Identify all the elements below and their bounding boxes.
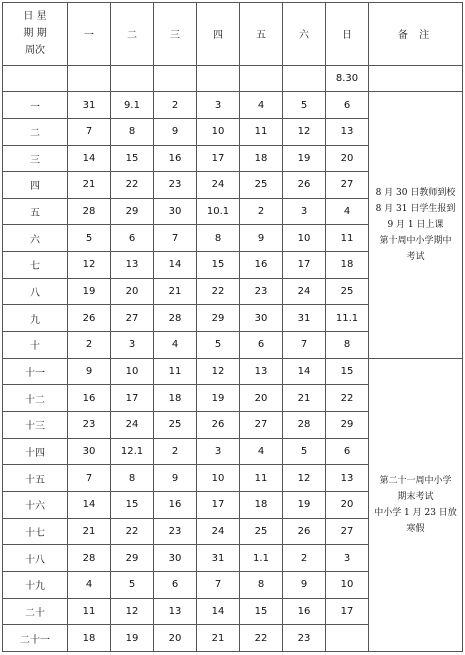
- week-label: 七: [3, 252, 68, 279]
- day-cell: 6: [326, 92, 369, 119]
- day-cell: 17: [326, 598, 369, 625]
- day-cell: [240, 65, 283, 92]
- week-label: 十: [3, 332, 68, 359]
- day-cell: 16: [240, 252, 283, 279]
- day-cell: 23: [283, 625, 326, 652]
- day-cell: [197, 65, 240, 92]
- day-cell: 21: [283, 385, 326, 412]
- day-cell: 24: [283, 278, 326, 305]
- day-cell: 10: [111, 358, 154, 385]
- day-cell: 2: [68, 332, 111, 359]
- day-cell: 20: [326, 492, 369, 519]
- day-cell: 22: [240, 625, 283, 652]
- day-cell: 25: [240, 172, 283, 199]
- day-cell: 30: [240, 305, 283, 332]
- day-cell: 29: [326, 412, 369, 439]
- day-cell: 8: [326, 332, 369, 359]
- day-cell: 11: [154, 358, 197, 385]
- day-cell: 31: [197, 545, 240, 572]
- day-cell: 2: [154, 92, 197, 119]
- corner-header: 日 星 期 期 周次: [3, 3, 68, 66]
- day-cell: 7: [68, 118, 111, 145]
- day-cell: 24: [197, 172, 240, 199]
- day-cell: 13: [111, 252, 154, 279]
- day-cell: 23: [68, 412, 111, 439]
- day-cell: 28: [154, 305, 197, 332]
- day-cell: 21: [197, 625, 240, 652]
- day-cell: 26: [283, 172, 326, 199]
- day-cell: 21: [68, 518, 111, 545]
- note-line: 考试: [406, 251, 425, 262]
- week-label: 十九: [3, 572, 68, 599]
- day-header-mon: 一: [68, 3, 111, 66]
- week-label: 六: [3, 225, 68, 252]
- day-cell: 5: [111, 572, 154, 599]
- day-cell: 10.1: [197, 198, 240, 225]
- day-cell: 15: [197, 252, 240, 279]
- day-cell: 1.1: [240, 545, 283, 572]
- day-cell: 9: [68, 358, 111, 385]
- day-cell: 5: [283, 438, 326, 465]
- note-line: 寒假: [406, 523, 425, 534]
- day-cell: 20: [154, 625, 197, 652]
- week-label: 十四: [3, 438, 68, 465]
- day-cell: 7: [68, 465, 111, 492]
- day-cell: 22: [197, 278, 240, 305]
- week-label: 三: [3, 145, 68, 172]
- day-header-wed: 三: [154, 3, 197, 66]
- note-line: 第二十一周中小学: [379, 475, 452, 486]
- day-cell: 7: [283, 332, 326, 359]
- day-cell: 10: [283, 225, 326, 252]
- day-cell: 26: [197, 412, 240, 439]
- day-cell: 9: [283, 572, 326, 599]
- week-label: 二十一: [3, 625, 68, 652]
- day-cell: 15: [111, 492, 154, 519]
- day-cell: 8: [240, 572, 283, 599]
- day-cell: 2: [283, 545, 326, 572]
- week-label: 四: [3, 172, 68, 199]
- day-header-tue: 二: [111, 3, 154, 66]
- day-cell: 27: [240, 412, 283, 439]
- day-cell: 14: [283, 358, 326, 385]
- day-cell: 12: [68, 252, 111, 279]
- day-cell: 10: [326, 572, 369, 599]
- note-line: 第十周中小学期中: [379, 235, 452, 246]
- day-cell: 12: [283, 465, 326, 492]
- day-cell: 3: [197, 438, 240, 465]
- day-cell: 8: [111, 465, 154, 492]
- day-cell: 10: [197, 465, 240, 492]
- notes-first-term: [369, 92, 463, 359]
- day-cell: 23: [154, 518, 197, 545]
- day-header-fri: 五: [240, 3, 283, 66]
- day-cell: 22: [111, 172, 154, 199]
- day-cell: 19: [197, 385, 240, 412]
- day-cell: [283, 65, 326, 92]
- notes-cell-empty: [369, 65, 463, 92]
- day-cell: 27: [326, 172, 369, 199]
- day-header-sun: 日: [326, 3, 369, 66]
- day-cell: 2: [240, 198, 283, 225]
- day-cell: 26: [283, 518, 326, 545]
- notes-second-half: [369, 358, 463, 651]
- day-cell: 17: [197, 145, 240, 172]
- day-cell: 17: [111, 385, 154, 412]
- day-cell: 15: [111, 145, 154, 172]
- day-cell: 8.30: [326, 65, 369, 92]
- day-cell: 15: [326, 358, 369, 385]
- day-cell: 25: [240, 518, 283, 545]
- day-cell: 6: [154, 572, 197, 599]
- note-line: 9 月 1 日上课: [387, 219, 444, 230]
- day-cell: 4: [154, 332, 197, 359]
- day-cell: 14: [197, 598, 240, 625]
- day-cell: 16: [154, 492, 197, 519]
- day-cell: 5: [197, 332, 240, 359]
- day-cell: 9.1: [111, 92, 154, 119]
- day-cell: 13: [326, 118, 369, 145]
- day-cell: 29: [111, 545, 154, 572]
- day-cell: 11: [326, 225, 369, 252]
- week-label: 十八: [3, 545, 68, 572]
- day-cell: 8: [111, 118, 154, 145]
- day-cell: 28: [68, 545, 111, 572]
- week-label: 十二: [3, 385, 68, 412]
- day-header-sat: 六: [283, 3, 326, 66]
- week-label: 十一: [3, 358, 68, 385]
- day-cell: 11: [240, 465, 283, 492]
- school-calendar-table: [2, 2, 463, 652]
- week-label: 九: [3, 305, 68, 332]
- day-cell: 9: [154, 465, 197, 492]
- day-cell: 3: [197, 92, 240, 119]
- week-label: 十五: [3, 465, 68, 492]
- week-label: 十六: [3, 492, 68, 519]
- day-cell: 30: [154, 198, 197, 225]
- day-cell: 25: [326, 278, 369, 305]
- day-cell: 11.1: [326, 305, 369, 332]
- day-cell: 14: [68, 492, 111, 519]
- day-cell: 28: [283, 412, 326, 439]
- day-cell: 4: [68, 572, 111, 599]
- day-cell: 29: [111, 198, 154, 225]
- day-cell: 21: [68, 172, 111, 199]
- day-cell: 21: [154, 278, 197, 305]
- day-cell: 31: [283, 305, 326, 332]
- day-cell: 13: [154, 598, 197, 625]
- day-cell: 24: [111, 412, 154, 439]
- day-cell: 16: [283, 598, 326, 625]
- day-cell: 6: [240, 332, 283, 359]
- day-cell: 6: [326, 438, 369, 465]
- day-cell: 22: [326, 385, 369, 412]
- day-cell: 9: [240, 225, 283, 252]
- week-label: 八: [3, 278, 68, 305]
- day-cell: 16: [68, 385, 111, 412]
- day-cell: 30: [68, 438, 111, 465]
- day-cell: 31: [68, 92, 111, 119]
- day-cell: [154, 65, 197, 92]
- day-cell: [111, 65, 154, 92]
- day-cell: [68, 65, 111, 92]
- day-cell: [326, 625, 369, 652]
- day-cell: 19: [283, 492, 326, 519]
- day-cell: 18: [240, 145, 283, 172]
- day-cell: 28: [68, 198, 111, 225]
- week-label: 二十: [3, 598, 68, 625]
- day-cell: 3: [283, 198, 326, 225]
- week-label: 五: [3, 198, 68, 225]
- header-row: [3, 3, 463, 66]
- day-cell: 4: [326, 198, 369, 225]
- day-cell: 27: [111, 305, 154, 332]
- day-cell: 17: [283, 252, 326, 279]
- day-cell: 29: [197, 305, 240, 332]
- day-cell: 18: [240, 492, 283, 519]
- week-row: [3, 358, 463, 385]
- day-cell: 7: [154, 225, 197, 252]
- day-cell: 10: [197, 118, 240, 145]
- week-label: 一: [3, 92, 68, 119]
- note-line: 8 月 31 日学生报到: [375, 203, 456, 214]
- day-cell: 30: [154, 545, 197, 572]
- day-cell: 14: [154, 252, 197, 279]
- day-cell: 13: [240, 358, 283, 385]
- day-cell: 12.1: [111, 438, 154, 465]
- day-cell: 9: [154, 118, 197, 145]
- day-cell: 19: [111, 625, 154, 652]
- note-line: 中小学 1 月 23 日放: [374, 507, 457, 518]
- note-line: 8 月 30 日教师到校: [375, 187, 456, 198]
- notes-header: 备 注: [369, 3, 463, 66]
- day-cell: 20: [240, 385, 283, 412]
- day-cell: 23: [240, 278, 283, 305]
- note-line: 期末考试: [397, 491, 434, 502]
- day-cell: 25: [154, 412, 197, 439]
- day-cell: 12: [197, 358, 240, 385]
- day-cell: 3: [111, 332, 154, 359]
- pre-week-row: [3, 65, 463, 92]
- week-label: 十三: [3, 412, 68, 439]
- day-cell: 20: [111, 278, 154, 305]
- day-cell: 20: [326, 145, 369, 172]
- day-cell: 18: [68, 625, 111, 652]
- day-cell: 27: [326, 518, 369, 545]
- day-cell: 6: [111, 225, 154, 252]
- day-cell: 4: [240, 92, 283, 119]
- day-cell: 24: [197, 518, 240, 545]
- day-cell: 2: [154, 438, 197, 465]
- day-cell: 18: [154, 385, 197, 412]
- day-cell: 11: [68, 598, 111, 625]
- day-header-thu: 四: [197, 3, 240, 66]
- day-cell: 19: [68, 278, 111, 305]
- day-cell: 4: [240, 438, 283, 465]
- day-cell: 23: [154, 172, 197, 199]
- day-cell: 15: [240, 598, 283, 625]
- day-cell: 13: [326, 465, 369, 492]
- day-cell: 5: [68, 225, 111, 252]
- day-cell: 14: [68, 145, 111, 172]
- week-row: [3, 92, 463, 119]
- day-cell: 18: [326, 252, 369, 279]
- day-cell: 11: [240, 118, 283, 145]
- week-label: [3, 65, 68, 92]
- day-cell: 5: [283, 92, 326, 119]
- day-cell: 12: [111, 598, 154, 625]
- day-cell: 7: [197, 572, 240, 599]
- week-label: 二: [3, 118, 68, 145]
- day-cell: 16: [154, 145, 197, 172]
- day-cell: 3: [326, 545, 369, 572]
- day-cell: 19: [283, 145, 326, 172]
- day-cell: 22: [111, 518, 154, 545]
- day-cell: 17: [197, 492, 240, 519]
- day-cell: 8: [197, 225, 240, 252]
- day-cell: 26: [68, 305, 111, 332]
- day-cell: 12: [283, 118, 326, 145]
- week-label: 十七: [3, 518, 68, 545]
